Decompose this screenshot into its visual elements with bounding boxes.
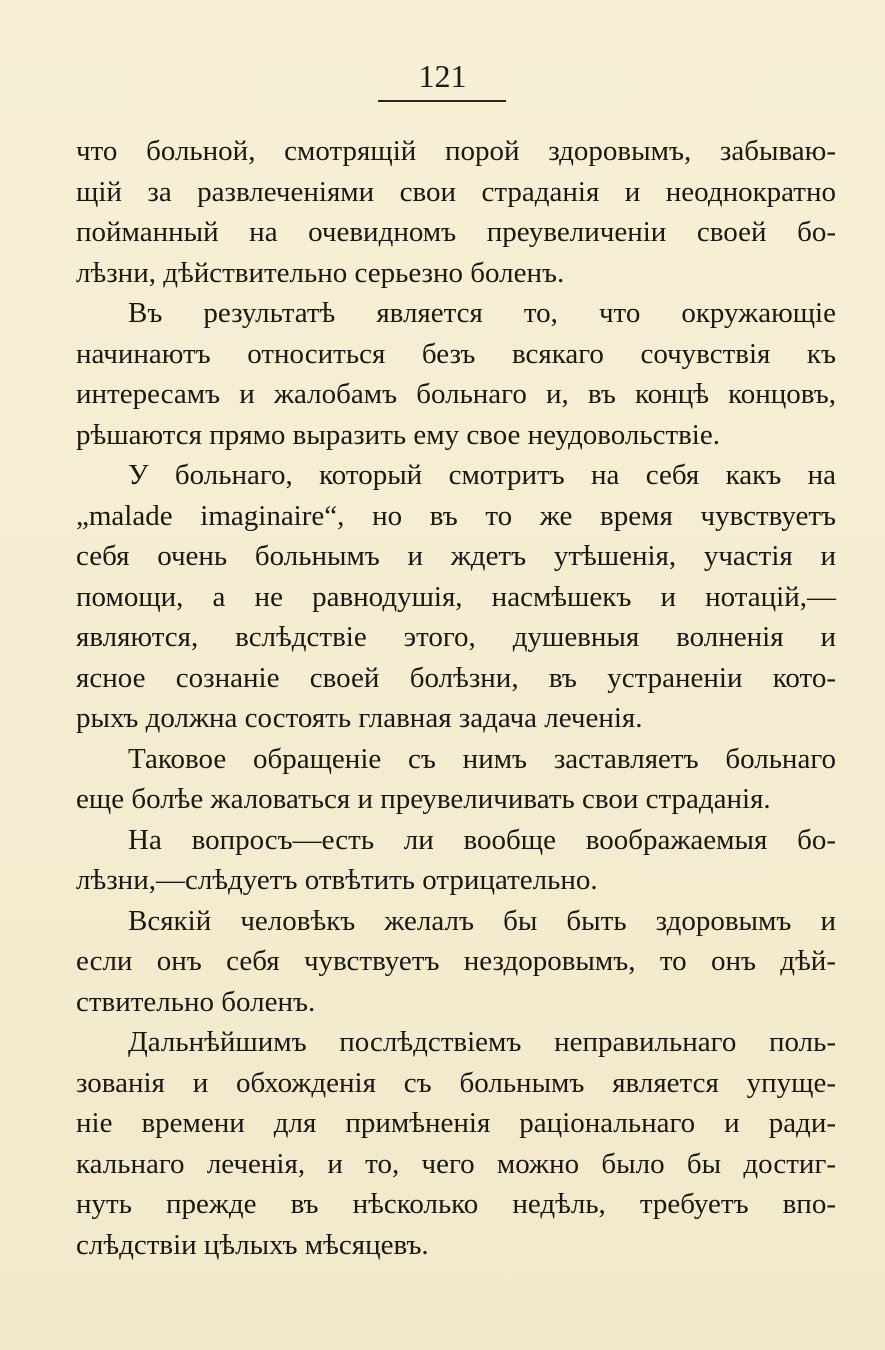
text-line: лѣзни, дѣйствительно серьезно боленъ. [76,256,565,289]
text-line: „malade imaginaire“, но въ то же время чувствуетъ [76,499,836,532]
text-line: На вопросъ—есть ли вообще воображаемыя бо- [128,823,836,856]
text-line: зованія и обхожденія съ больнымъ является упуще- [76,1066,836,1099]
text-line: пойманный на очевидномъ преувеличеніи своей бо- [76,216,836,248]
text-line: Всякій человѣкъ желалъ бы быть здоровымъ и [128,904,836,937]
text-line: интересамъ и жалобамъ больнаго и, въ концѣ концовъ, [76,378,836,410]
text-line: слѣдствіи цѣлыхъ мѣсяцевъ. [76,1228,429,1261]
text-line: еще болѣе жаловаться и преувеличивать свои страданія. [76,783,771,815]
text-line: ніе времени для примѣненія раціональнаго и ради- [76,1107,836,1139]
text-line: рыхъ должна состоять главная задача леченія. [76,702,643,734]
text-line: лѣзни,—слѣдуетъ отвѣтить отрицательно. [76,864,598,896]
text-line: являются, вслѣдствіе этого, душевныя волненія и [76,621,836,653]
text-line: Въ результатѣ является то, что окружающіе [128,297,836,329]
body-text [76,131,836,1265]
text-line: ствительно боленъ. [76,985,316,1018]
page-number-rule [378,100,506,102]
text-line: помощи, а не равнодушія, насмѣшекъ и нотацій,— [76,580,836,613]
text-line: ясное сознаніе своей болѣзни, въ устраненіи кото- [76,661,836,694]
text-line: что больной, смотрящій порой здоровымъ, забываю- [76,135,836,167]
text-line: Дальнѣйшимъ послѣдствіемъ неправильнаго поль- [128,1026,836,1058]
text-line: нуть прежде въ нѣсколько недѣль, требуетъ впо- [76,1188,836,1220]
page-number: 121 [418,58,467,94]
text-line: если онъ себя чувствуетъ нездоровымъ, то онъ дѣй- [76,945,836,977]
text-line: У больнаго, который смотритъ на себя какъ на [128,459,836,491]
text-line: рѣшаются прямо выразить ему свое неудовольствіе. [76,418,720,451]
text-line: себя очень больнымъ и ждетъ утѣшенія, участія и [76,540,836,572]
text-line: начинаютъ относиться безъ всякаго сочувствія къ [76,337,836,370]
text-line: кальнаго леченія, и то, чего можно было бы достиг- [76,1147,836,1180]
text-line: щій за развлеченіями свои страданія и неоднократно [76,175,836,208]
text-line: Таковое обращеніе съ нимъ заставляетъ больнаго [128,742,836,775]
